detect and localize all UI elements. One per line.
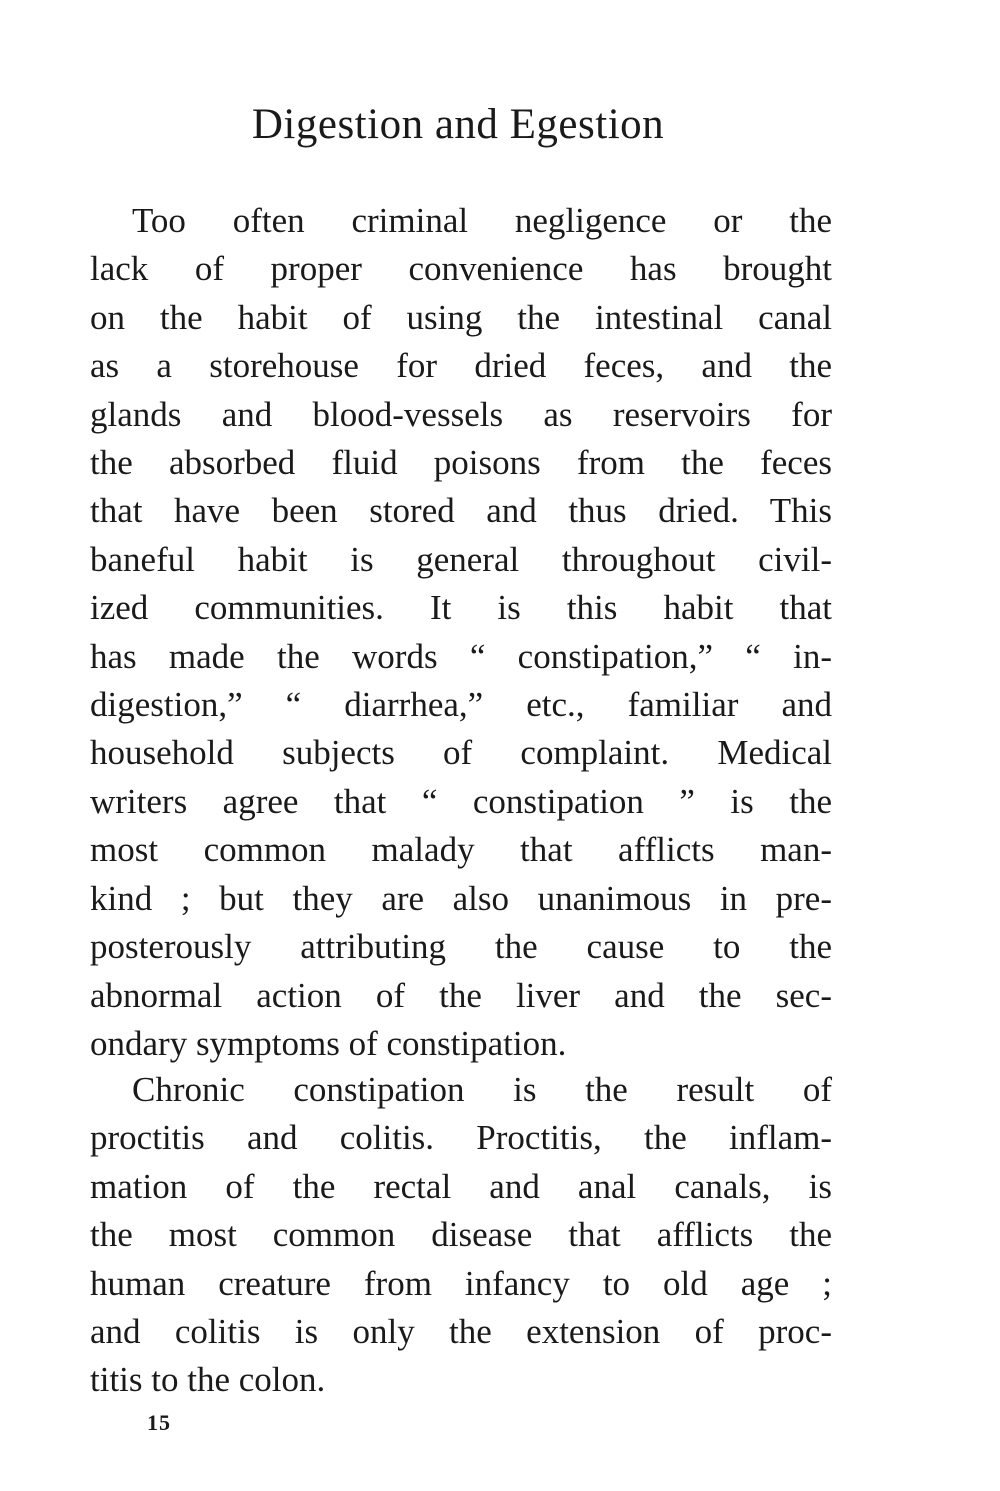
paragraph-2: [90, 1066, 832, 1405]
text-line: as a storehouse for dried feces, and the: [90, 346, 832, 386]
text-line: most common malady that afflicts man-: [90, 830, 832, 870]
text-line: lack of proper convenience has brought: [90, 249, 832, 289]
text-line: the most common disease that afflicts the: [90, 1215, 832, 1255]
text-line: writers agree that “ constipation ” is the: [90, 781, 832, 821]
text-line: titis to the colon.: [90, 1360, 326, 1400]
text-line: ized communities. It is this habit that: [90, 588, 832, 628]
paragraph-1: [90, 197, 832, 1068]
page-number: 15: [147, 1410, 171, 1435]
text-line: and colitis is only the extension of proc-: [90, 1312, 832, 1352]
text-line: has made the words “ constipation,” “ in-: [90, 636, 832, 676]
text-line: proctitis and colitis. Proctitis, the inflam-: [90, 1118, 832, 1158]
text-line: glands and blood-vessels as reservoirs for: [90, 394, 832, 434]
text-line: Too often criminal negligence or the: [132, 201, 832, 240]
text-line: kind ; but they are also unanimous in pre-: [90, 878, 832, 918]
text-line: on the habit of using the intestinal canal: [90, 297, 832, 337]
text-line: posterously attributing the cause to the: [90, 927, 832, 967]
text-line: ondary symptoms of constipation.: [90, 1023, 567, 1063]
text-line: mation of the rectal and anal canals, is: [90, 1166, 832, 1206]
text-line: the absorbed fluid poisons from the feces: [90, 443, 832, 483]
text-line: baneful habit is general throughout civil-: [90, 539, 832, 579]
text-line: abnormal action of the liver and the sec-: [90, 975, 832, 1015]
text-line: household subjects of complaint. Medical: [90, 733, 832, 773]
text-line: human creature from infancy to old age ;: [90, 1263, 832, 1303]
text-line: Chronic constipation is the result of: [132, 1070, 832, 1109]
text-line: that have been stored and thus dried. This: [90, 491, 832, 531]
text-line: digestion,” “ diarrhea,” etc., familiar and: [90, 685, 832, 725]
running-head: Digestion and Egestion: [251, 101, 665, 148]
